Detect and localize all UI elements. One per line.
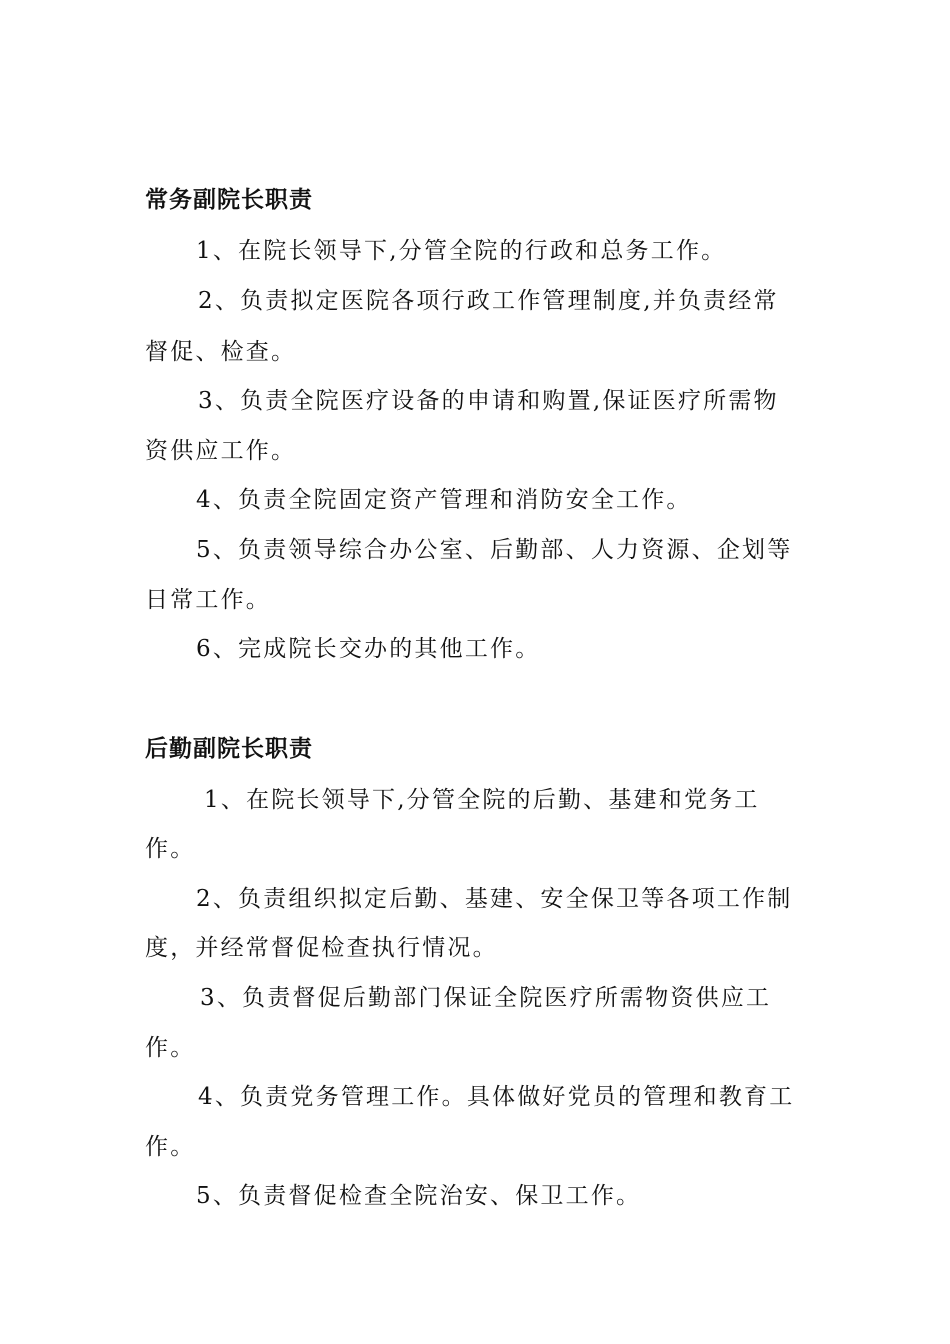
section-1-item-5-line-2: 日常工作。 [145,587,271,613]
section-2-item-1-line-2: 作。 [145,836,196,862]
section-2-title: 后勤副院长职责 [145,736,313,762]
section-1-title: 常务副院长职责 [145,187,313,213]
section-2-item-3-line-2: 作。 [145,1035,196,1061]
section-2-item-2-line-1: 2、负责组织拟定后勤、基建、安全保卫等各项工作制 [196,886,793,912]
section-2-item-4-line-2: 作。 [145,1134,196,1160]
section-2-item-5-line-1: 5、负责督促检查全院治安、保卫工作。 [196,1183,642,1209]
section-2-item-4-line-1: 4、负责党务管理工作。具体做好党员的管理和教育工 [198,1084,795,1110]
section-2-item-2-line-2: 度，并经常督促检查执行情况。 [145,935,498,961]
section-2-item-3-line-1: 3、负责督促后勤部门保证全院医疗所需物资供应工 [200,985,772,1011]
section-1-item-3-line-2: 资供应工作。 [145,438,297,464]
section-2-item-1-line-1: 1、在院长领导下,分管全院的后勤、基建和党务工 [204,787,760,813]
section-1-item-6-line-1: 6、完成院长交办的其他工作。 [196,636,541,662]
section-1-item-4-line-1: 4、负责全院固定资产管理和消防安全工作。 [196,487,692,513]
section-1-item-1-line-1: 1、在院长领导下,分管全院的行政和总务工作。 [196,238,727,264]
section-1-item-2-line-1: 2、负责拟定医院各项行政工作管理制度,并负责经常 [198,288,779,314]
section-1-item-5-line-1: 5、负责领导综合办公室、后勤部、人力资源、企划等 [196,537,793,563]
section-1-item-3-line-1: 3、负责全院医疗设备的申请和购置,保证医疗所需物 [198,388,779,414]
section-1-item-2-line-2: 督促、检查。 [145,339,297,365]
